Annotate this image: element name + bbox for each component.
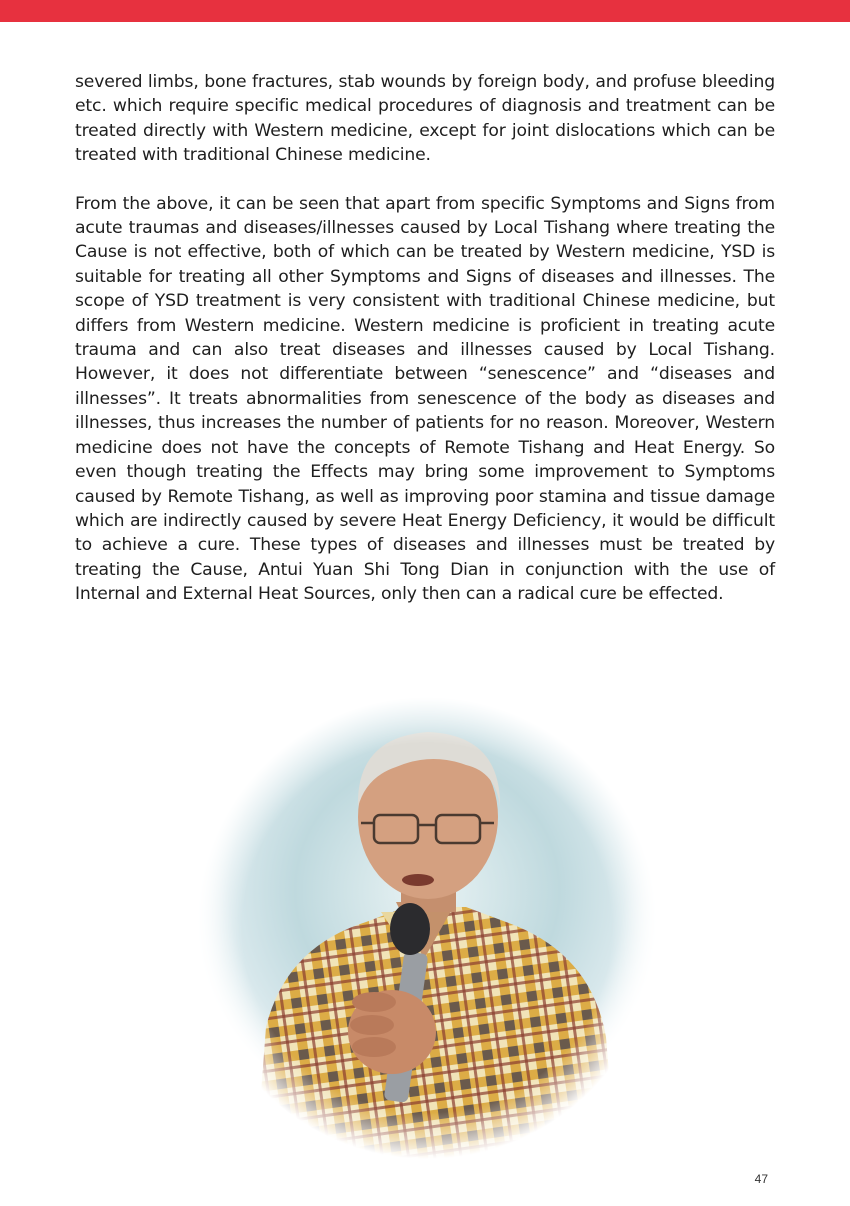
speaker-photo <box>196 697 658 1159</box>
page-number: 47 <box>754 1172 768 1186</box>
paragraph-1: severed limbs, bone fractures, stab wounds by foreign body, and profuse bleeding etc. which require specific medical procedures of diagnosis and treatment can be treated directly with Western medicine, except for joint dislocations which can be treated with traditional Chinese medicine. <box>75 72 775 166</box>
body-text <box>75 70 775 631</box>
top-accent-bar <box>0 0 850 22</box>
paragraph-2: From the above, it can be seen that apart from specific Symptoms and Signs from acute traumas and diseases/illnesses caused by Local Tishang where treating the Cause is not effective, both of which can be treated by Western medicine, YSD is suitable for treating all other Symptoms and Signs of diseases and illnesses. The scope of YSD treatment is very consistent with traditional Chinese medicine, but differs from Western medicine. Western medicine is proficient in treating acute trauma and can also treat diseases and illnesses caused by Local Tishang. However, it does not differentiate between “senescence” and “diseases and illnesses”. It treats abnormalities from senescence of the body as diseases and illnesses, thus increases the number of patients for no reason. Moreover, Western medicine does not have the concepts of Remote Tishang and Heat Energy. So even though treating the Effects may bring some improvement to Symptoms caused by Remote Tishang, as well as improving poor stamina and tissue damage which are indirectly caused by severe Heat Energy Deficiency, it would be difficult to achieve a cure. These types of diseases and illnesses must be treated by treating the Cause, Antui Yuan Shi Tong Dian in conjunction with the use of Internal and External Heat Sources, only then can a radical cure be effected. <box>75 193 775 605</box>
